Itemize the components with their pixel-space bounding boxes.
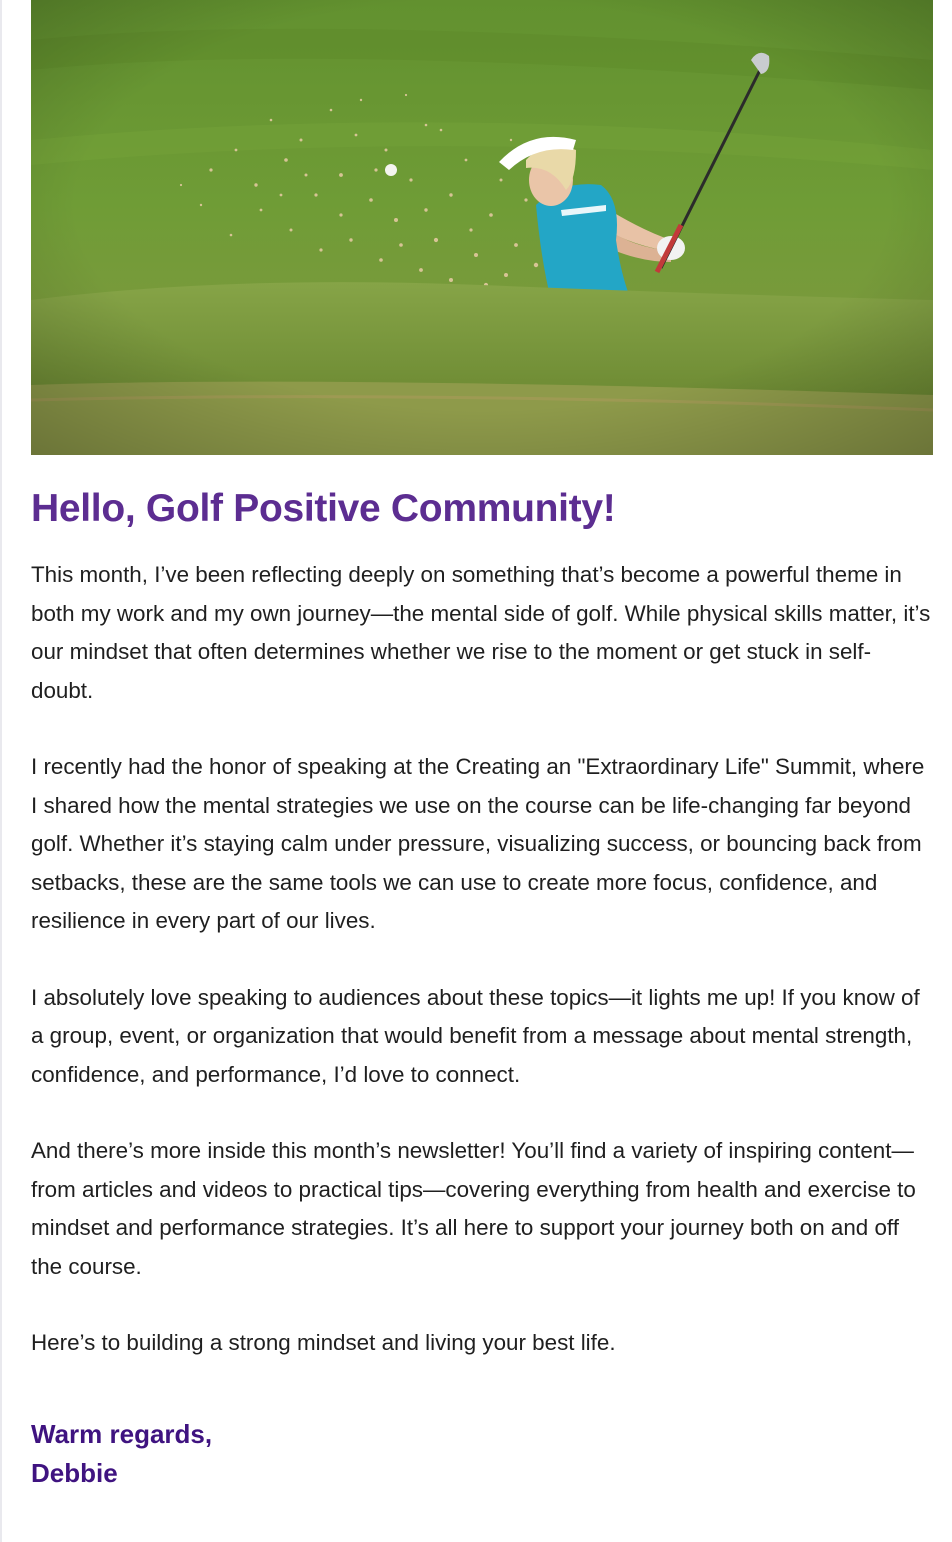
signoff <box>31 1415 933 1493</box>
hero-image <box>31 0 933 455</box>
newsletter-body <box>31 482 933 1493</box>
paragraph-speaking: I absolutely love speaking to audiences about these topics—it lights me up! If you know of a group, event, or organization that would benefit from a message about mental strength, confidence, and performance, I’d love to connect. <box>31 984 920 1087</box>
paragraph-mental-side: This month, I’ve been reflecting deeply on something that’s become a powerful theme in both my work and my own journey—the mental side of golf. While physical skills matter, it’s our mindset that often determines whether we rise to the moment or get stuck in self-doubt. <box>31 562 931 703</box>
signature-name: Debbie <box>31 1457 118 1488</box>
paragraph-summit: I recently had the honor of speaking at the Creating an "Extraordinary Life" Summit, where I shared how the mental strategies we use on the course can be life-changing far beyond golf. Whether it’s staying calm under pressure, visualizing success, or bouncing back from setbacks, these are the same tools we can use to create more focus, confidence, and resilience in every part of our lives. <box>31 754 925 933</box>
paragraph-newsletter-contents: And there’s more inside this month’s newsletter! You’ll find a variety of inspiring content—from articles and videos to practical tips—covering everything from health and exercise to mindset and performance strategies. It’s all here to support your journey both on and off the course. <box>31 1138 916 1279</box>
paragraph-closing-line: Here’s to building a strong mindset and living your best life. <box>31 1330 616 1355</box>
closing-phrase: Warm regards, <box>31 1418 213 1449</box>
left-border <box>0 0 2 1542</box>
newsletter-greeting: Hello, Golf Positive Community! <box>31 487 616 530</box>
